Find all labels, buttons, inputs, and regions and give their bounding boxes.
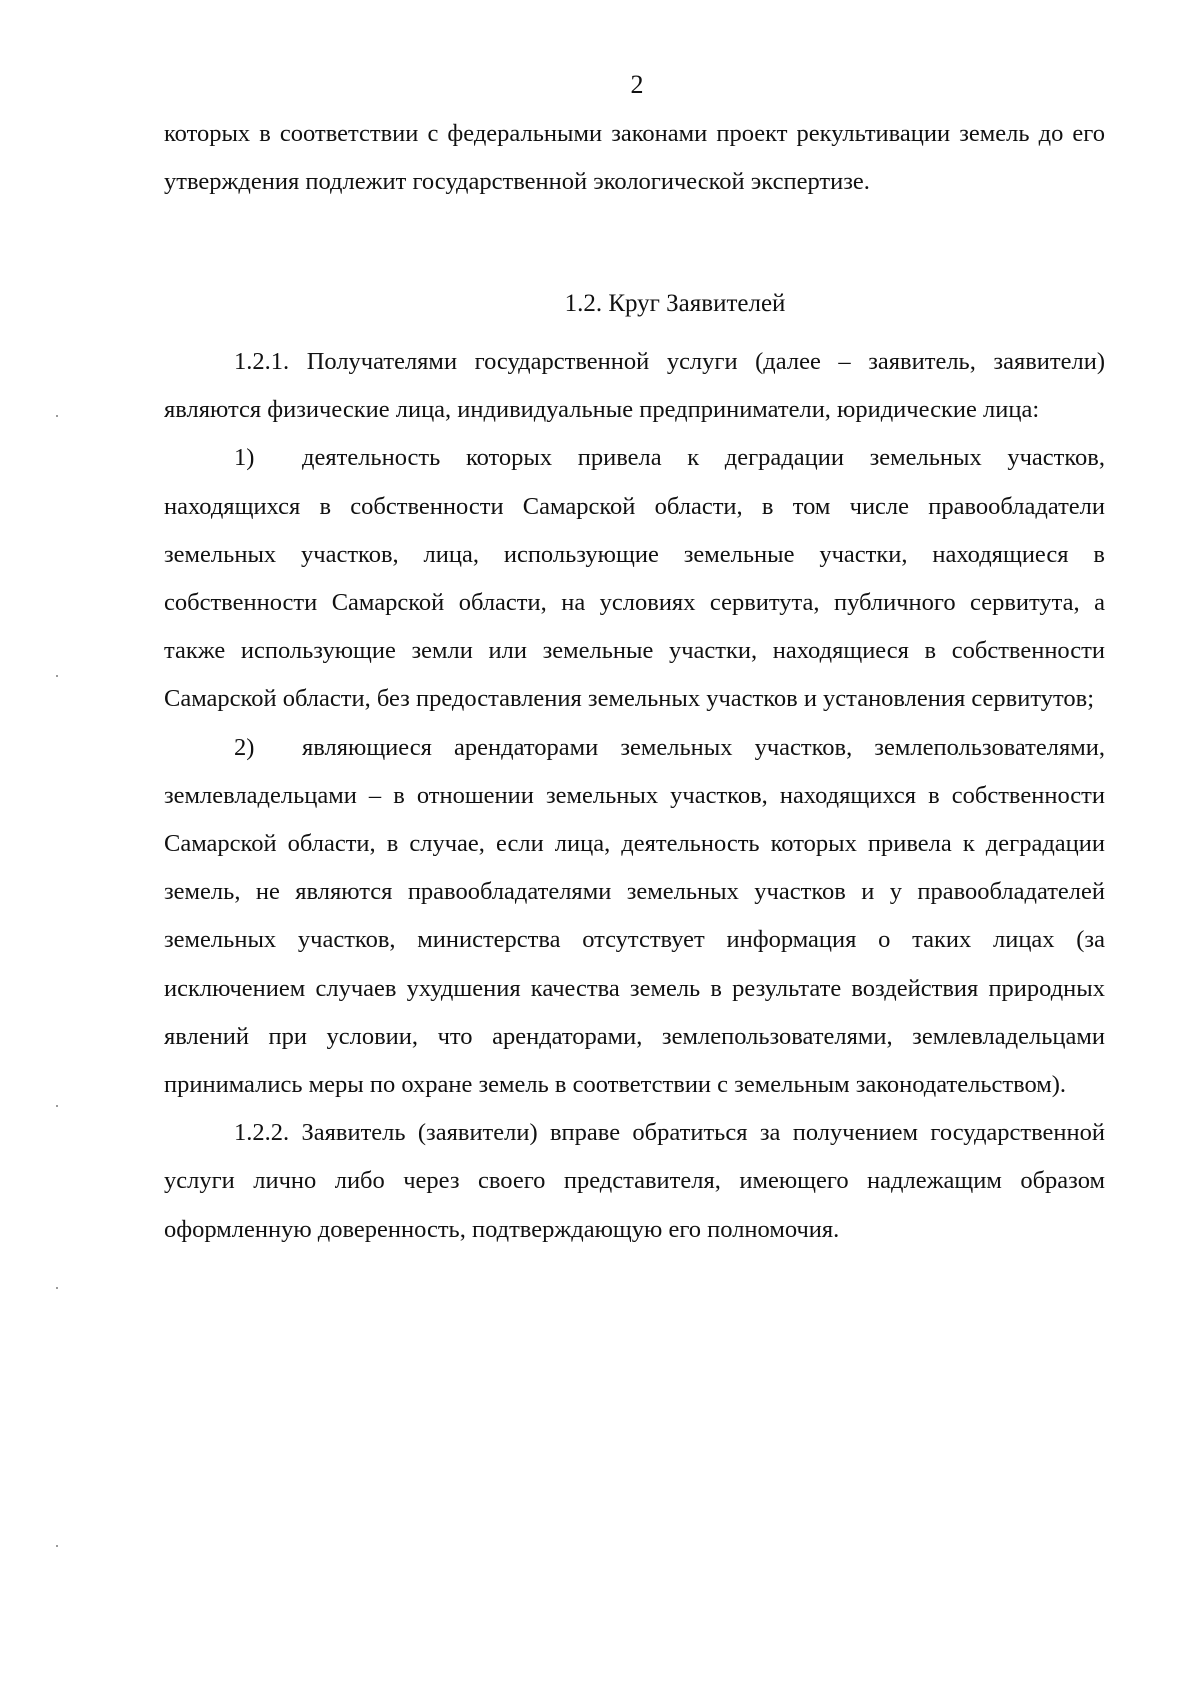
- list-item-1-number: 1): [234, 444, 255, 472]
- margin-mark: [56, 675, 58, 677]
- paragraph-1-2-1: 1.2.1. Получателями государственной услуги (далее – заявитель, заявители) являются физические лица, индивидуальные предприниматели, юридические лица:: [164, 348, 1105, 424]
- page-number: 2: [630, 70, 644, 99]
- list-item-2-number: 2): [234, 733, 255, 761]
- section-body: [164, 338, 1105, 1254]
- margin-mark: [56, 1105, 58, 1107]
- list-item-1-text: деятельность которых привела к деградации земельных участков, находящихся в собственности Самарской области, в том числе правообладатели земельных участков, лица, использующие земельные участки, находящиеся в собственности Самарской области, на условиях сервитута, публичного сервитута, а также использующие земли или земельные участки, находящиеся в собственности Самарской области, без предоставления земельных участков и установления сервитутов;: [164, 444, 1105, 713]
- margin-mark: [56, 415, 58, 417]
- margin-mark: [56, 1545, 58, 1547]
- list-item-2: [164, 724, 1105, 1110]
- paragraph-1-2-2: 1.2.2. Заявитель (заявители) вправе обратиться за получением государственной услуги лично либо через своего представителя, имеющего надлежащим образом оформленную доверенность, подтверждающую его полномочия.: [164, 1119, 1105, 1243]
- section-heading: 1.2. Круг Заявителей: [564, 290, 786, 317]
- intro-block: [164, 110, 1105, 206]
- intro-paragraph: которых в соответствии с федеральными законами проект рекультивации земель до его утверждения подлежит государственной экологической экспертизе.: [164, 120, 1105, 196]
- list-item-2-text: являющиеся арендаторами земельных участков, землепользователями, землевладельцами – в отношении земельных участков, находящихся в собственности Самарской области, в случае, если лица, деятельность которых привела к деградации земель, не являются правообладателями земельных участков и у правообладателей земельных участков, министерства отсутствует информация о таких лицах (за исключением случаев ухудшения качества земель в результате воздействия природных явлений при условии, что арендаторами, землепользователями, землевладельцами принимались меры по охране земель в соответствии с земельным законодательством).: [164, 733, 1105, 1099]
- margin-mark: [56, 1287, 58, 1289]
- list-item-1: [164, 434, 1105, 723]
